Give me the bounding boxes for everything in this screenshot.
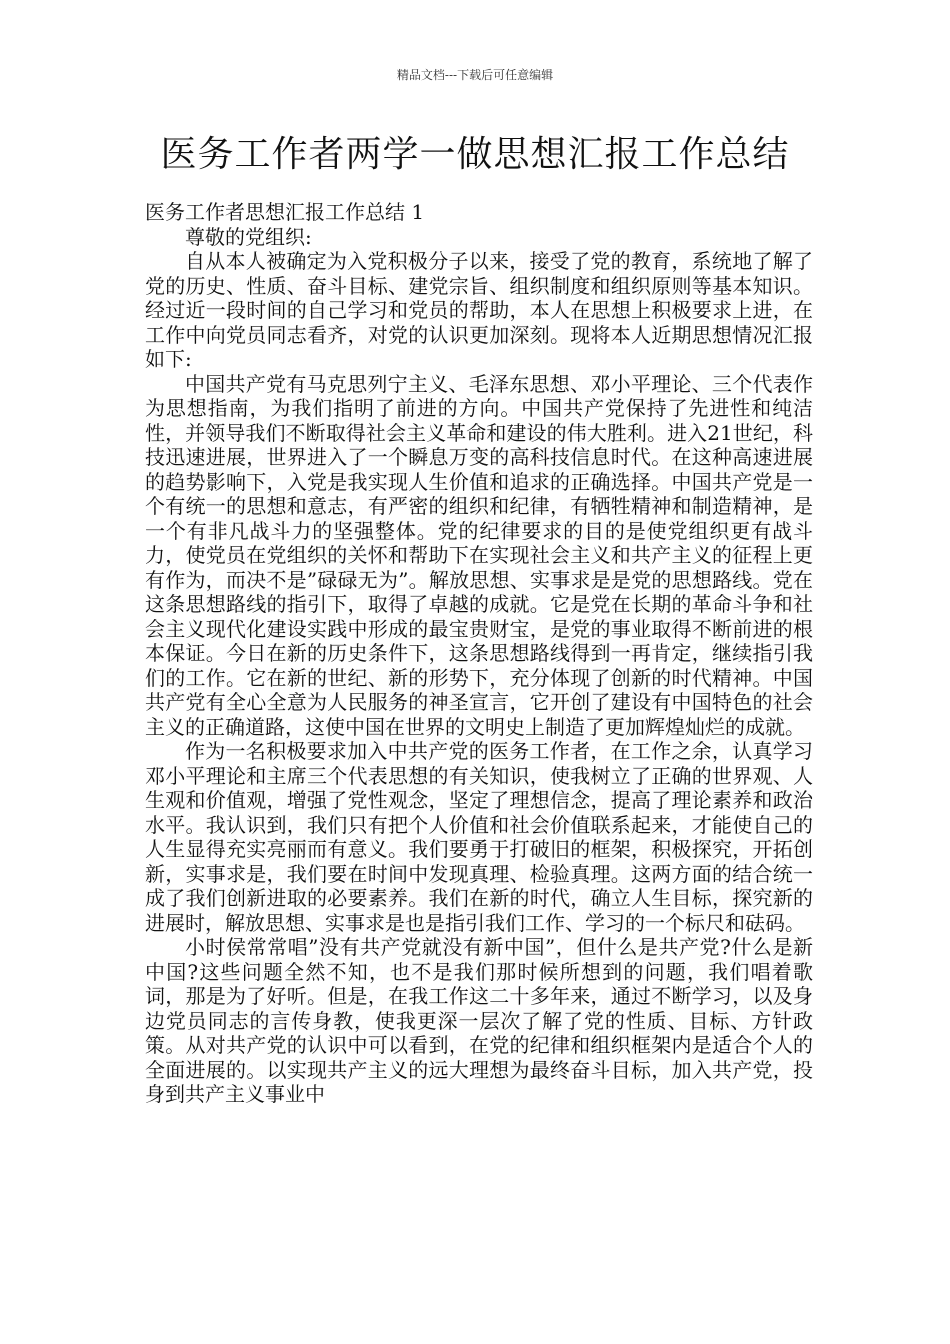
- section-subtitle: 医务工作者思想汇报工作总结 1: [145, 200, 425, 224]
- paragraph: 小时侯常常唱”没有共产党就没有新中国”，但什么是共产党?什么是新中国?这些问题全然不知，也不是我们那时候所想到的问题，我们唱着歌词，那是为了好听。但是，在我工作这二十多年来，通过不断学习，以及身边党员同志的言传身教，使我更深一层次了解了党的性质、目标、方针政策。从对共产党的认识中可以看到，在党的纪律和组织框架内是适合个人的全面进展的。以实现共产主义的远大理想为最终奋斗目标，加入共产党，投身到共产主义事业中: [145, 935, 813, 1106]
- paragraph: 中国共产党有马克思列宁主义、毛泽东思想、邓小平理论、三个代表作为思想指南，为我们指明了前进的方向。中国共产党保持了先进性和纯洁性，并领导我们不断取得社会主义革命和建设的伟大胜利。进入21世纪，科技迅速进展，世界进入了一个瞬息万变的高科技信息时代。在这种高速进展的趋势影响下，入党是我实现人生价值和追求的正确选择。中国共产党是一个有统一的思想和意志，有严密的组织和纪律，有牺牲精神和制造精神，是一个有非凡战斗力的坚强整体。党的纪律要求的目的是使党组织更有战斗力，使党员在党组织的关怀和帮助下在实现社会主义和共产主义的征程上更有作为，而决不是”碌碌无为”。解放思想、实事求是是党的思想路线。党在这条思想路线的指引下，取得了卓越的成就。它是党在长期的革命斗争和社会主义现代化建设实践中形成的最宝贵财宝，是党的事业取得不断前进的根本保证。今日在新的历史条件下，这条思想路线得到一再肯定，继续指引我们的工作。它在新的世纪、新的形势下，充分体现了创新的时代精神。中国共产党有全心全意为人民服务的神圣宣言，它开创了建设有中国特色的社会主义的正确道路，这使中国在世界的文明史上制造了更加辉煌灿烂的成就。: [145, 371, 813, 739]
- document-title: 医务工作者两学一做思想汇报工作总结: [160, 134, 790, 175]
- document-body: [145, 200, 813, 1107]
- paragraph: 自从本人被确定为入党积极分子以来，接受了党的教育，系统地了解了党的历史、性质、奋斗目标、建党宗旨、组织制度和组织原则等基本知识。经过近一段时间的自己学习和党员的帮助，本人在思想上积极要求上进，在工作中向党员同志看齐，对党的认识更加深刻。现将本人近期思想情况汇报如下:: [145, 249, 813, 371]
- salutation: 尊敬的党组织:: [185, 224, 312, 249]
- paragraph: 作为一名积极要求加入中共产党的医务工作者，在工作之余，认真学习邓小平理论和主席三个代表思想的有关知识，使我树立了正确的世界观、人生观和价值观，增强了党性观念，坚定了理想信念，提高了理论素养和政治水平。我认识到，我们只有把个人价值和社会价值联系起来，才能使自己的人生显得充实亮丽而有意义。我们要勇于打破旧的框架，积极探究，开拓创新，实事求是，我们要在时间中发现真理、检验真理。这两方面的结合统一成了我们创新进取的必要素养。我们在新的时代，确立人生目标，探究新的进展时，解放思想、实事求是也是指引我们工作、学习的一个标尺和砝码。: [145, 739, 813, 935]
- header-note: 精品文档---下载后可任意编辑: [396, 68, 554, 82]
